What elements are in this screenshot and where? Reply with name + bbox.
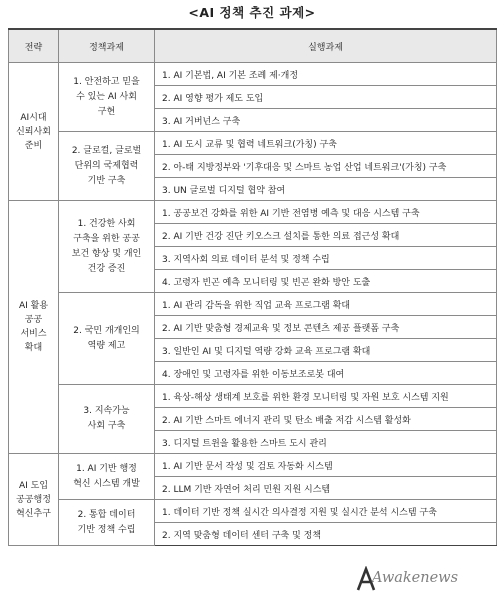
action-cell: 3. AI 거버넌스 구축	[155, 109, 497, 132]
action-cell: 3. UN 글로벌 디지털 협약 참여	[155, 178, 497, 201]
task-cell: 2. 글로컬, 글로벌 단위의 국제협력 기반 구축	[59, 132, 155, 201]
strategy-cell: AI 도입 공공행정 혁신추구	[9, 454, 59, 546]
action-cell: 2. AI 기반 스마트 에너지 관리 및 탄소 배출 저감 시스템 활성화	[155, 408, 497, 431]
table-row	[9, 293, 497, 316]
table-row	[9, 201, 497, 224]
document-title: <AI 정책 추진 과제>	[188, 5, 316, 20]
table-row	[9, 63, 497, 86]
action-cell: 2. AI 기반 건강 진단 키오스크 설치를 통한 의료 접근성 확대	[155, 224, 497, 247]
task-cell: 1. 건강한 사회 구축을 위한 공공 보건 향상 및 개인 건강 증진	[59, 201, 155, 293]
action-cell: 4. 고령자 빈곤 예측 모니터링 및 빈곤 완화 방안 도출	[155, 270, 497, 293]
action-cell: 1. AI 기반 문서 작성 및 검토 자동화 시스템	[155, 454, 497, 477]
task-cell: 2. 통합 데이터 기반 정책 수립	[59, 500, 155, 546]
action-cell: 3. 지역사회 의료 데이터 분석 및 정책 수립	[155, 247, 497, 270]
action-cell: 2. LLM 기반 자연어 처리 민원 지원 시스템	[155, 477, 497, 500]
action-cell: 3. 디지털 트윈을 활용한 스마트 도시 관리	[155, 431, 497, 454]
task-cell: 1. 안전하고 믿을 수 있는 AI 사회 구현	[59, 63, 155, 132]
table-row	[9, 500, 497, 523]
table-body	[9, 63, 497, 546]
action-cell: 1. 육상-해상 생태계 보호를 위한 환경 모니터링 및 자원 보호 시스템 지원	[155, 385, 497, 408]
task-cell: 3. 지속가능 사회 구축	[59, 385, 155, 454]
table-row	[9, 385, 497, 408]
watermark-text: Awakenews	[372, 570, 459, 586]
strategy-cell: AI 활용 공공 서비스 확대	[9, 201, 59, 454]
action-cell: 2. 아-태 지방정부와 '기후대응 및 스마트 농업 산업 네트워크'(가칭) 구축	[155, 155, 497, 178]
action-cell: 1. AI 관리 감독을 위한 직업 교육 프로그램 확대	[155, 293, 497, 316]
task-cell: 1. AI 기반 행정 혁신 시스템 개발	[59, 454, 155, 500]
strategy-cell: AI시대 신뢰사회 준비	[9, 63, 59, 201]
header-task: 정책과제	[59, 29, 155, 63]
header-strategy: 전략	[9, 29, 59, 63]
header-action: 실행과제	[155, 29, 497, 63]
action-cell: 1. AI 기본법, AI 기본 조례 제·개정	[155, 63, 497, 86]
action-cell: 1. 데이터 기반 정책 실시간 의사결정 지원 및 실시간 분석 시스템 구축	[155, 500, 497, 523]
action-cell: 2. AI 영향 평가 제도 도입	[155, 86, 497, 109]
action-cell: 1. 공공보건 강화를 위한 AI 기반 전염병 예측 및 대응 시스템 구축	[155, 201, 497, 224]
action-cell: 2. AI 기반 맞춤형 경제교육 및 정보 콘텐츠 제공 플랫폼 구축	[155, 316, 497, 339]
header-row	[9, 29, 497, 63]
action-cell: 3. 일반인 AI 및 디지털 역량 강화 교육 프로그램 확대	[155, 339, 497, 362]
action-cell: 1. AI 도시 교류 및 협력 네트워크(가칭) 구축	[155, 132, 497, 155]
policy-table	[8, 28, 497, 546]
table-row	[9, 132, 497, 155]
action-cell: 2. 지역 맞춤형 데이터 센터 구축 및 정책	[155, 523, 497, 546]
task-cell: 2. 국민 개개인의 역량 제고	[59, 293, 155, 385]
table-row	[9, 454, 497, 477]
action-cell: 4. 장애인 및 고령자를 위한 이동보조로봇 대여	[155, 362, 497, 385]
